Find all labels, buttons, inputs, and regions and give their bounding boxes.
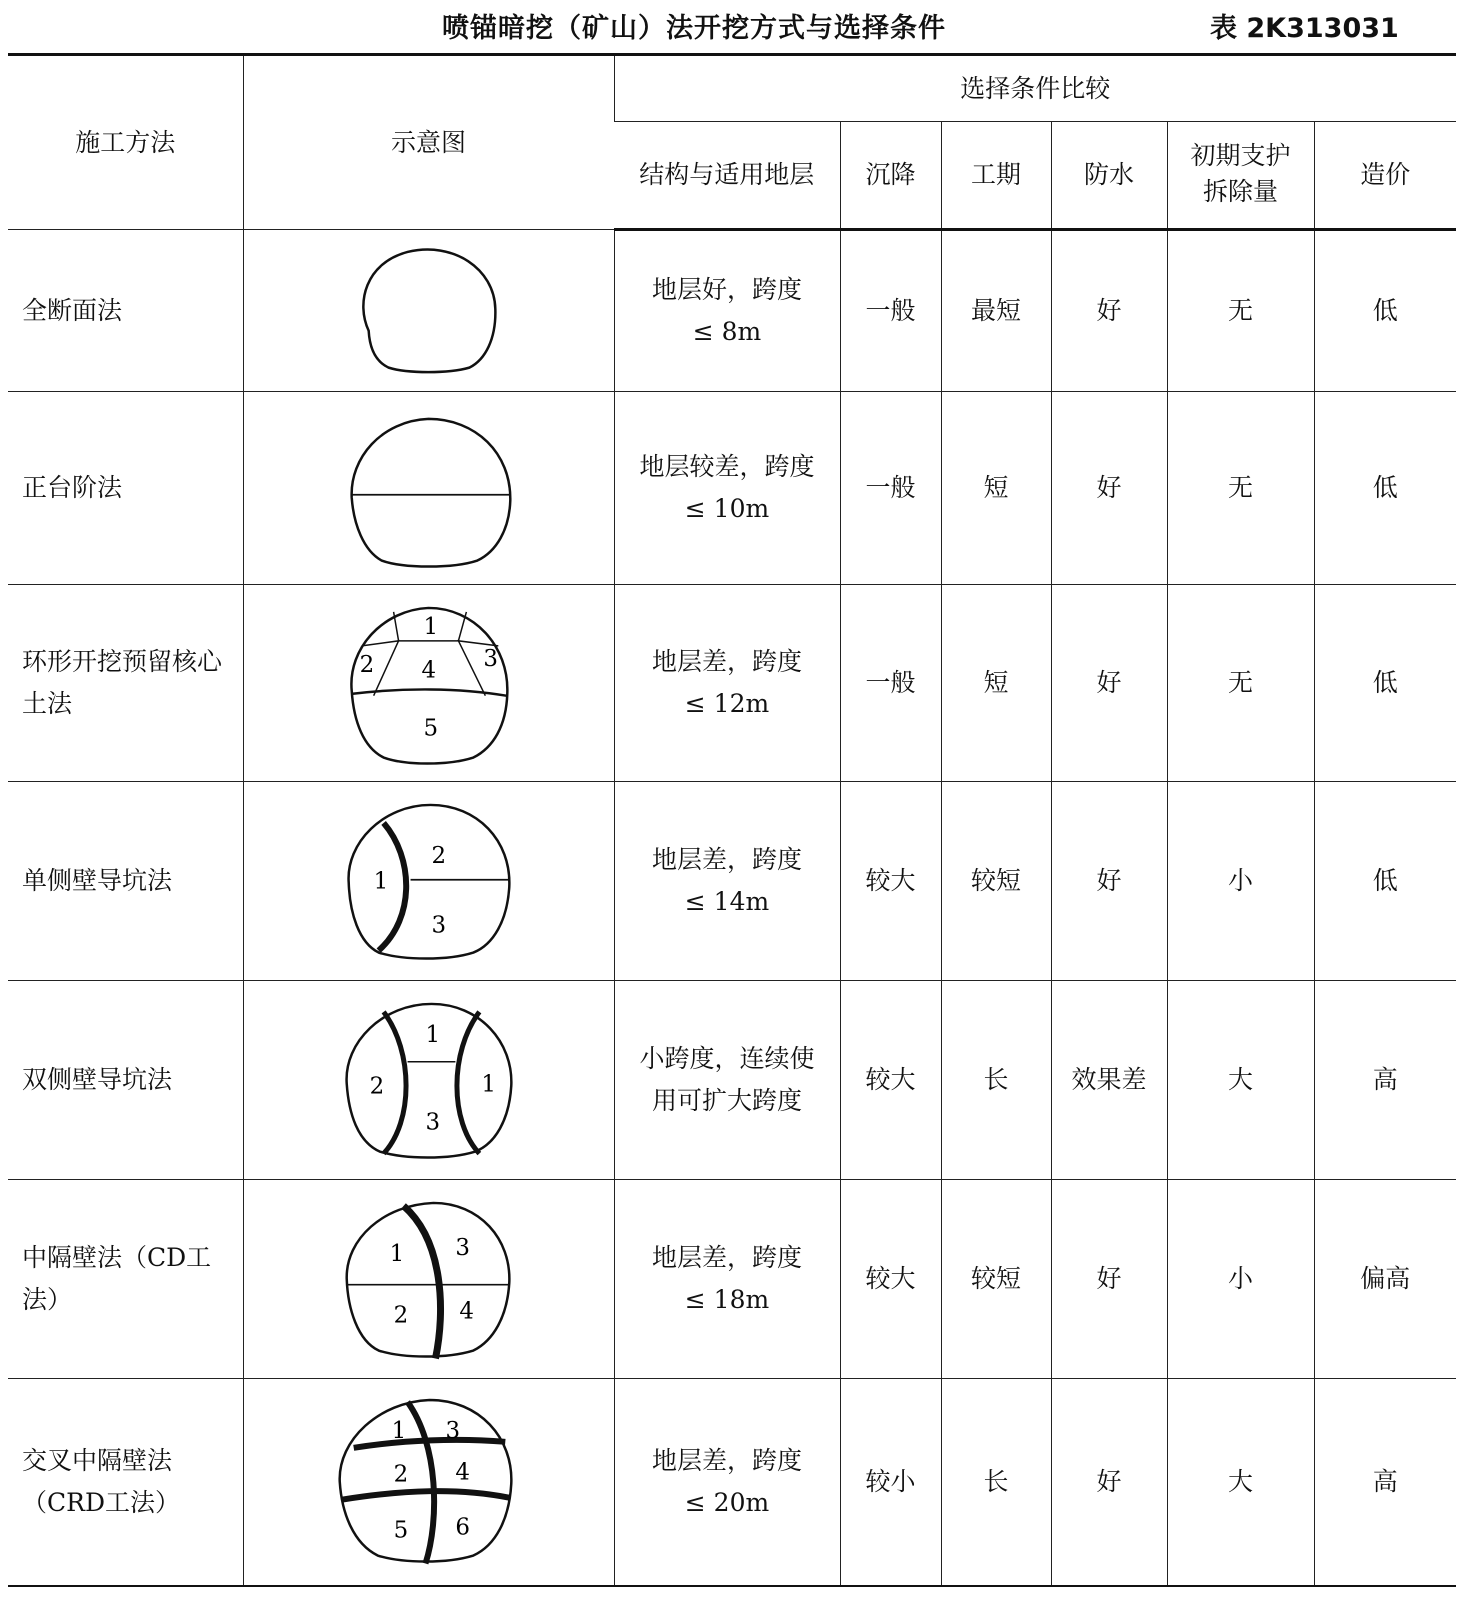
region-label: 2: [359, 651, 374, 678]
region-label: 1: [391, 1417, 406, 1444]
settlement-cell: 较大: [840, 981, 941, 1180]
center-diaphragm-icon: [244, 1181, 614, 1377]
waterproof-cell: 效果差: [1051, 981, 1167, 1180]
header-row-1: [8, 55, 1456, 122]
duration-cell: 较短: [941, 782, 1051, 981]
structure-cell: 地层差，跨度 ≤ 18m: [614, 1180, 840, 1379]
table-number: 表 2K313031: [1210, 13, 1399, 44]
cost-cell: 低: [1314, 230, 1456, 392]
structure-cell: 地层较差，跨度 ≤ 10m: [614, 392, 840, 585]
structure-cell: 地层差，跨度 ≤ 20m: [614, 1379, 840, 1586]
bench-method-icon: [244, 393, 614, 582]
region-label: 4: [421, 657, 436, 684]
table-row: [8, 981, 1456, 1180]
diagram-cell: [243, 1180, 614, 1379]
region-label: 3: [482, 645, 498, 672]
removal-cell: 小: [1167, 782, 1314, 981]
diagram-cell: [243, 230, 614, 392]
header-support-removal: 初期支护 拆除量: [1167, 122, 1314, 230]
duration-cell: 长: [941, 981, 1051, 1180]
duration-cell: 最短: [941, 230, 1051, 392]
table-row: [8, 1180, 1456, 1379]
ring-core-soil-icon: [244, 586, 614, 780]
waterproof-cell: 好: [1051, 1379, 1167, 1586]
header-duration: 工期: [941, 122, 1051, 230]
structure-cell: 小跨度，连续使 用可扩大跨度: [614, 981, 840, 1180]
cost-cell: 低: [1314, 782, 1456, 981]
diagram-cell: [243, 585, 614, 782]
region-label: 5: [423, 715, 438, 742]
method-cell: 中隔壁法（CD工法）: [8, 1180, 243, 1379]
header-selection-group: 选择条件比较: [614, 55, 1456, 122]
cost-cell: 高: [1314, 1379, 1456, 1586]
header-method: 施工方法: [8, 55, 243, 230]
waterproof-cell: 好: [1051, 585, 1167, 782]
header-waterproof: 防水: [1051, 122, 1167, 230]
diagram-cell: [243, 392, 614, 585]
region-label: 3: [430, 912, 446, 939]
diagram-cell: [243, 981, 614, 1180]
settlement-cell: 较小: [840, 1379, 941, 1586]
table-row: [8, 230, 1456, 392]
removal-cell: 大: [1167, 981, 1314, 1180]
cost-cell: 低: [1314, 392, 1456, 585]
structure-cell: 地层差，跨度 ≤ 12m: [614, 585, 840, 782]
settlement-cell: 一般: [840, 392, 941, 585]
region-label: 1: [480, 1071, 496, 1098]
cost-cell: 高: [1314, 981, 1456, 1180]
header-cost: 造价: [1314, 122, 1456, 230]
region-label: 1: [389, 1240, 404, 1267]
region-label: 2: [430, 842, 446, 869]
removal-cell: 无: [1167, 392, 1314, 585]
diagram-cell: [243, 782, 614, 981]
removal-cell: 无: [1167, 585, 1314, 782]
method-cell: 全断面法: [8, 230, 243, 392]
region-label: 5: [393, 1517, 408, 1544]
cross-diaphragm-icon: [244, 1380, 614, 1584]
duration-cell: 短: [941, 392, 1051, 585]
duration-cell: 短: [941, 585, 1051, 782]
region-label: 2: [393, 1461, 408, 1488]
header-structure: 结构与适用地层: [614, 122, 840, 230]
region-label: 1: [423, 613, 438, 640]
table-row: [8, 585, 1456, 782]
table-row: [8, 392, 1456, 585]
double-side-drift-icon: [244, 982, 614, 1178]
cost-cell: 偏高: [1314, 1180, 1456, 1379]
waterproof-cell: 好: [1051, 392, 1167, 585]
waterproof-cell: 好: [1051, 230, 1167, 392]
header-settlement: 沉降: [840, 122, 941, 230]
settlement-cell: 较大: [840, 782, 941, 981]
structure-cell: 地层好，跨度 ≤ 8m: [614, 230, 840, 392]
method-cell: 交叉中隔壁法（CRD工法）: [8, 1379, 243, 1586]
region-label: 3: [444, 1417, 460, 1444]
region-label: 3: [454, 1234, 470, 1261]
excavation-method-table: [8, 53, 1456, 1587]
method-cell: 正台阶法: [8, 392, 243, 585]
cost-cell: 低: [1314, 585, 1456, 782]
waterproof-cell: 好: [1051, 1180, 1167, 1379]
table-row: [8, 782, 1456, 981]
method-cell: 环形开挖预留核心土法: [8, 585, 243, 782]
removal-cell: 无: [1167, 230, 1314, 392]
duration-cell: 长: [941, 1379, 1051, 1586]
settlement-cell: 一般: [840, 585, 941, 782]
region-label: 1: [373, 868, 388, 895]
region-label: 6: [454, 1514, 470, 1541]
region-label: 3: [425, 1109, 440, 1136]
structure-cell: 地层差，跨度 ≤ 14m: [614, 782, 840, 981]
region-label: 2: [369, 1073, 384, 1100]
single-side-drift-icon: [244, 783, 614, 979]
method-cell: 单侧壁导坑法: [8, 782, 243, 981]
full-face-circle-icon: [244, 231, 614, 391]
settlement-cell: 较大: [840, 1180, 941, 1379]
table-title: 喷锚暗挖（矿山）法开挖方式与选择条件: [442, 13, 946, 44]
waterproof-cell: 好: [1051, 782, 1167, 981]
region-label: 2: [393, 1302, 408, 1329]
region-label: 4: [458, 1298, 474, 1325]
table-row: [8, 1379, 1456, 1586]
removal-cell: 小: [1167, 1180, 1314, 1379]
removal-cell: 大: [1167, 1379, 1314, 1586]
region-label: 1: [425, 1021, 440, 1048]
method-cell: 双侧壁导坑法: [8, 981, 243, 1180]
settlement-cell: 一般: [840, 230, 941, 392]
duration-cell: 较短: [941, 1180, 1051, 1379]
region-label: 4: [454, 1459, 470, 1486]
diagram-cell: [243, 1379, 614, 1586]
header-diagram: 示意图: [243, 55, 614, 230]
table-caption: [0, 0, 1464, 50]
